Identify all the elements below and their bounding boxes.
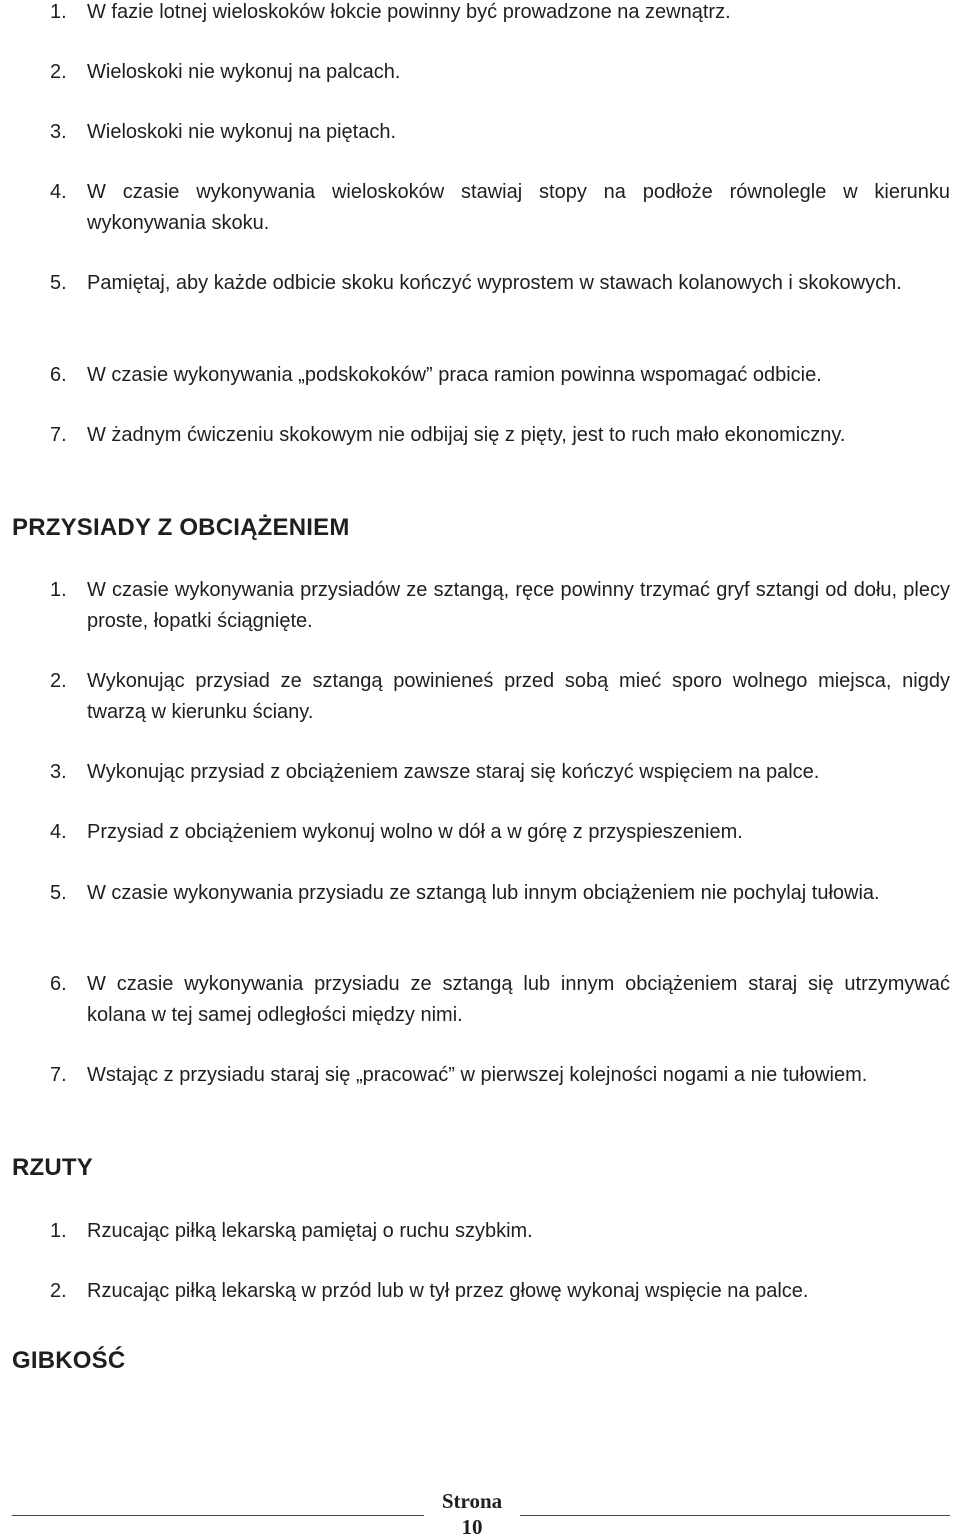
list-item-number: 6. <box>50 364 67 386</box>
list-item-number: 1. <box>50 1220 67 1242</box>
list-item-text: Rzucając piłką lekarską w przód lub w tył przez głowę wykonaj wspięcie na palce. <box>87 1280 809 1302</box>
list-item <box>50 1276 950 1307</box>
list-item-text: W czasie wykonywania wieloskoków stawiaj stopy na podłoże równolegle w kierunku wykonywania skoku. <box>87 181 950 234</box>
list-item-number: 1. <box>50 1 67 23</box>
list-item-number: 5. <box>50 272 67 294</box>
list-item-text: Wieloskoki nie wykonuj na piętach. <box>87 121 397 143</box>
list-item-number: 2. <box>50 670 67 692</box>
list-item <box>50 1060 950 1091</box>
list-item-text: W czasie wykonywania przysiadu ze sztangą lub innym obciążeniem staraj się utrzymywać kolana w tej samej odległości między nimi. <box>87 973 950 1026</box>
list-item-number: 4. <box>50 821 67 843</box>
list-item-number: 5. <box>50 882 67 904</box>
list-item-number: 7. <box>50 424 67 446</box>
list-item-number: 1. <box>50 579 67 601</box>
list-item <box>50 969 950 1031</box>
list-item <box>50 878 950 909</box>
list-item-text: W fazie lotnej wieloskoków łokcie powinny być prowadzone na zewnątrz. <box>87 1 731 23</box>
list-item-text: W czasie wykonywania przysiadów ze sztangą, ręce powinny trzymać gryf sztangi od dołu, plecy proste, łopatki ściągnięte. <box>87 579 950 632</box>
list-item <box>50 757 950 788</box>
list-item-text: Rzucając piłką lekarską pamiętaj o ruchu szybkim. <box>87 1220 533 1242</box>
list-item-number: 2. <box>50 61 67 83</box>
list-item <box>50 177 950 239</box>
section-heading: RZUTY <box>12 1154 93 1181</box>
list-item-text: W czasie wykonywania „podskokoków” praca ramion powinna wspomagać odbicie. <box>87 364 822 386</box>
page-label: Strona <box>441 1489 503 1513</box>
list-item-number: 3. <box>50 121 67 143</box>
page-number: 10 <box>461 1515 483 1539</box>
list-item-text: W czasie wykonywania przysiadu ze sztangą lub innym obciążeniem nie pochylaj tułowia. <box>87 882 880 904</box>
section-heading: GIBKOŚĆ <box>12 1347 126 1374</box>
list-item <box>50 575 950 637</box>
list-item <box>50 420 950 451</box>
list-item-text: Wykonując przysiad z obciążeniem zawsze staraj się kończyć wspięciem na palce. <box>87 761 820 783</box>
list-item-text: Wstając z przysiadu staraj się „pracować” w pierwszej kolejności nogami a nie tułowiem. <box>87 1064 868 1086</box>
list-item <box>50 817 950 848</box>
section-heading: PRZYSIADY Z OBCIĄŻENIEM <box>12 514 350 541</box>
list-item-number: 3. <box>50 761 67 783</box>
list-item <box>50 57 950 88</box>
list-item-number: 6. <box>50 973 67 995</box>
list-item <box>50 0 950 28</box>
list-item-text: Przysiad z obciążeniem wykonuj wolno w dół a w górę z przyspieszeniem. <box>87 821 743 843</box>
list-item-text: Pamiętaj, aby każde odbicie skoku kończyć wyprostem w stawach kolanowych i skokowych. <box>87 272 902 294</box>
footer-rule-left <box>12 1515 424 1516</box>
list-item-number: 7. <box>50 1064 67 1086</box>
page-footer <box>430 1488 514 1540</box>
list-item-text: Wieloskoki nie wykonuj na palcach. <box>87 61 401 83</box>
list-item-number: 4. <box>50 181 67 203</box>
list-item <box>50 360 950 391</box>
list-item <box>50 268 950 299</box>
list-item <box>50 117 950 148</box>
list-item-text: Wykonując przysiad ze sztangą powinieneś przed sobą mieć sporo wolnego miejsca, nigdy twarzą w kierunku ściany. <box>87 670 950 723</box>
list-item-number: 2. <box>50 1280 67 1302</box>
list-item <box>50 666 950 728</box>
footer-rule-right <box>520 1515 950 1516</box>
list-item <box>50 1216 950 1247</box>
list-item-text: W żadnym ćwiczeniu skokowym nie odbijaj się z pięty, jest to ruch mało ekonomiczny. <box>87 424 846 446</box>
